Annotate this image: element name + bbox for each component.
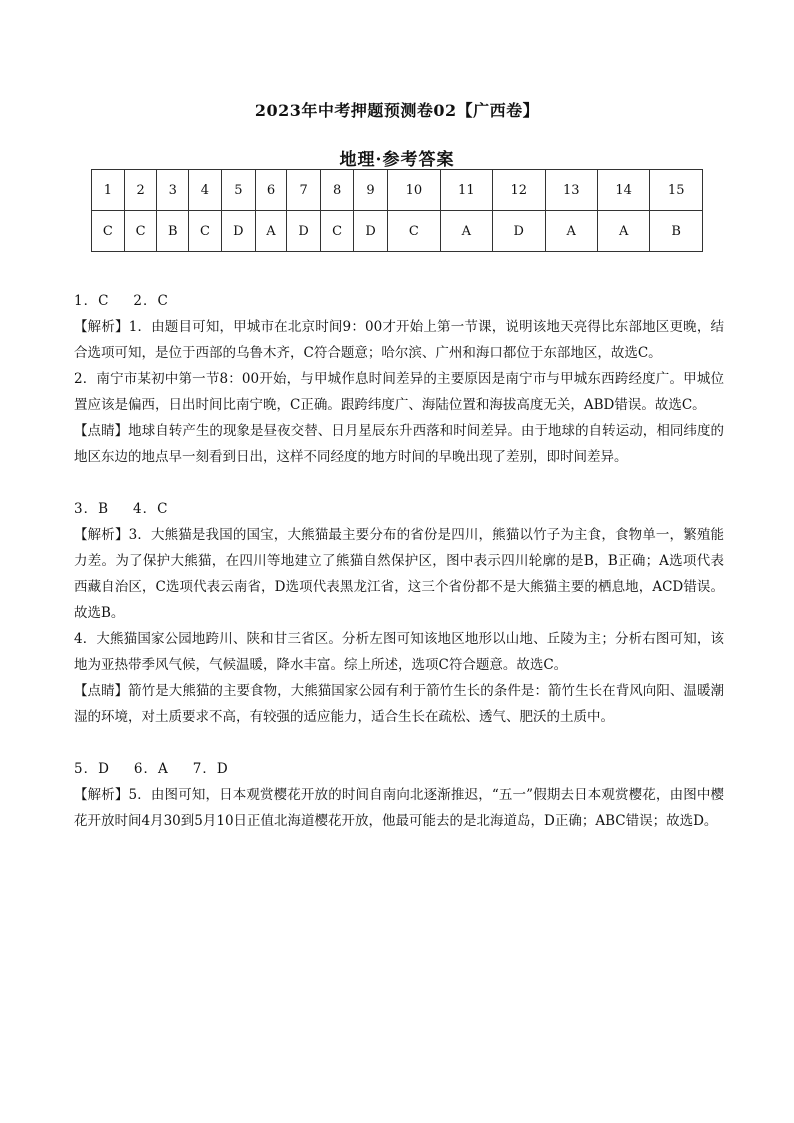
analysis-paragraph: 2．南宁市某初中第一节8：00开始，与甲城作息时间差异的主要原因是南宁市与甲城东西跨经度广。甲城位置应该是偏西，日出时间比南宁晚，C正确。跟跨纬度广、海陆位置和海拔高度无关，ABD错误。故选C。 [74, 371, 724, 413]
answer-line-3-4 [74, 496, 724, 522]
answer-cell: A [597, 211, 649, 252]
answer-key: 3．B [74, 501, 110, 517]
question-number-cell: 2 [124, 170, 157, 211]
answer-key: 1．C [74, 293, 110, 309]
question-number-cell: 5 [221, 170, 255, 211]
answer-cell: C [388, 211, 440, 252]
answer-cell: B [157, 211, 189, 252]
answer-cell: D [221, 211, 255, 252]
answer-line-1-2 [74, 288, 724, 314]
answer-cell: D [493, 211, 545, 252]
question-number-cell: 14 [597, 170, 649, 211]
answer-cell: C [92, 211, 125, 252]
analysis-paragraph: 【解析】3．大熊猫是我国的国宝，大熊猫最主要分布的省份是四川，熊猫以竹子为主食，食物单一，繁殖能力差。为了保护大熊猫，在四川等地建立了熊猫自然保护区，图中表示四川轮廓的是B，B正确；A选项代表西藏自治区，C选项代表云南省，D选项代表黑龙江省，这三个省份都不是大熊猫主要的栖息地，ACD错误。故选B。 [74, 527, 724, 621]
question-number-cell: 9 [353, 170, 387, 211]
answer-cell: A [545, 211, 597, 252]
analysis-paragraph: 4．大熊猫国家公园地跨川、陕和甘三省区。分析左图可知该地区地形以山地、丘陵为主；分析右图可知，该地为亚热带季风气候，气候温暖，降水丰富。综上所述，选项C符合题意。故选C。 [74, 631, 724, 673]
question-number-cell: 8 [321, 170, 354, 211]
document-title: 2023年中考押题预测卷02【广西卷】 [254, 101, 540, 120]
answer-cell: A [440, 211, 492, 252]
answer-key: 4．C [133, 501, 169, 517]
question-number-cell: 12 [493, 170, 545, 211]
question-number-cell: 4 [189, 170, 222, 211]
answer-table [91, 169, 703, 252]
answer-table-number-row [92, 170, 703, 211]
question-number-cell: 10 [388, 170, 440, 211]
question-number-cell: 15 [650, 170, 703, 211]
answer-cell: B [650, 211, 703, 252]
note-paragraph: 【点睛】箭竹是大熊猫的主要食物，大熊猫国家公园有利于箭竹生长的条件是：箭竹生长在背风向阳、温暖潮湿的环境，对土质要求不高，有较强的适应能力，适合生长在疏松、透气、肥沃的土质中。 [74, 683, 724, 725]
document-subtitle: 地理·参考答案 [339, 150, 455, 170]
answer-key: 5．D [74, 761, 110, 777]
answer-cell: C [189, 211, 222, 252]
question-number-cell: 3 [157, 170, 189, 211]
note-paragraph: 【点睛】地球自转产生的现象是昼夜交替、日月星辰东升西落和时间差异。由于地球的自转运动，相同纬度的地区东边的地点早一刻看到日出，这样不同经度的地方时间的早晚出现了差别，即时间差异。 [74, 423, 724, 465]
answer-cell: C [124, 211, 157, 252]
section-gap [74, 730, 724, 756]
answer-key: 7．D [192, 761, 229, 777]
answer-line-5-7 [74, 756, 724, 782]
answer-key: 6．A [133, 761, 169, 777]
answer-key: 2．C [133, 293, 169, 309]
answer-cell: D [353, 211, 387, 252]
answer-cell: D [287, 211, 321, 252]
answer-table-answer-row [92, 211, 703, 252]
analysis-paragraph: 【解析】1．由题目可知，甲城市在北京时间9：00才开始上第一节课，说明该地天亮得比东部地区更晚，结合选项可知，是位于西部的乌鲁木齐，C符合题意；哈尔滨、广州和海口都位于东部地区，故选C。 [74, 319, 724, 361]
question-number-cell: 13 [545, 170, 597, 211]
answer-cell: C [321, 211, 354, 252]
question-number-cell: 7 [287, 170, 321, 211]
question-number-cell: 11 [440, 170, 492, 211]
question-number-cell: 1 [92, 170, 125, 211]
explanations [74, 288, 724, 834]
answer-cell: A [255, 211, 286, 252]
analysis-paragraph: 【解析】5．由图可知，日本观赏樱花开放的时间自南向北逐渐推迟，“五一”假期去日本观赏樱花，由图中樱花开放时间4月30到5月10日正值北海道樱花开放，他最可能去的是北海道岛，D正确；ABC错误；故选D。 [74, 787, 724, 829]
question-number-cell: 6 [255, 170, 286, 211]
section-gap [74, 470, 724, 496]
